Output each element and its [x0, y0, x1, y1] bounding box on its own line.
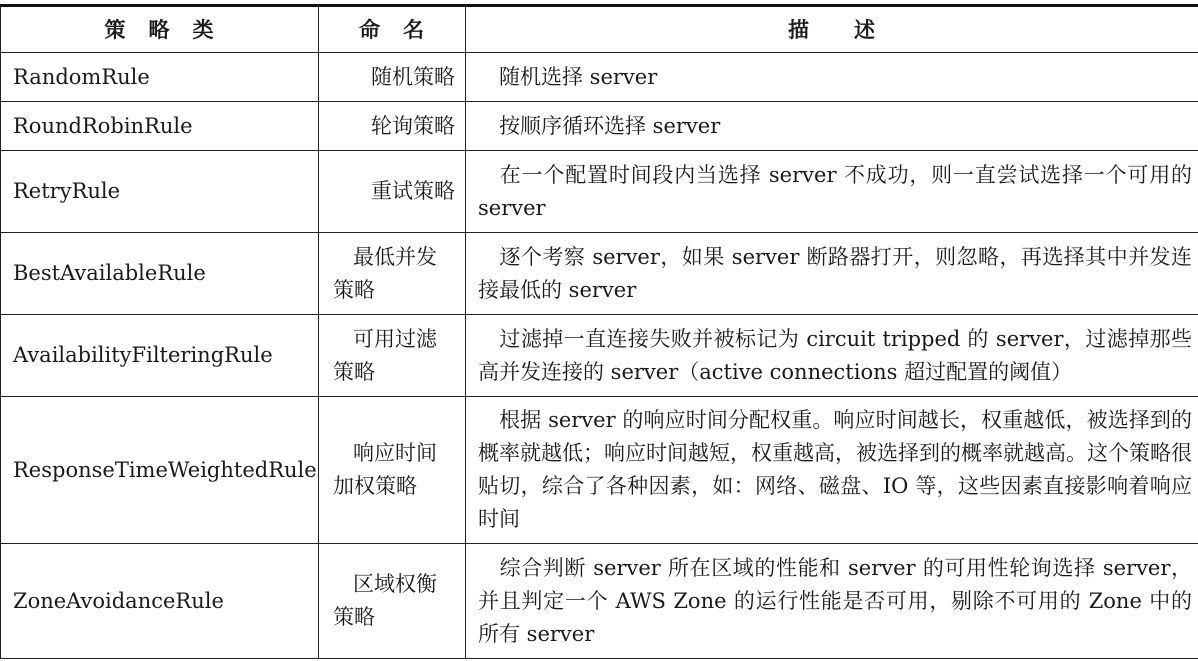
strategy-name-cell: 响应时间加权策略	[319, 397, 466, 544]
table-row	[1, 544, 1198, 659]
strategy-class-cell: RetryRule	[1, 151, 319, 233]
table-row	[1, 53, 1198, 102]
strategy-desc-cell: 随机选择 server	[466, 53, 1198, 102]
strategy-desc-cell: 逐个考察 server，如果 server 断路器打开，则忽略，再选择其中并发连接最低的 server	[466, 233, 1198, 315]
strategy-class-cell: RandomRule	[1, 53, 319, 102]
table-header-row	[1, 6, 1198, 53]
strategy-name-cell: 最低并发策略	[319, 233, 466, 315]
strategy-name-cell: 随机策略	[319, 53, 466, 102]
table-row	[1, 233, 1198, 315]
table-row	[1, 102, 1198, 151]
strategy-name-cell: 区域权衡策略	[319, 544, 466, 659]
table-row	[1, 397, 1198, 544]
strategy-desc-cell: 根据 server 的响应时间分配权重。响应时间越长，权重越低，被选择到的概率就越低；响应时间越短，权重越高，被选择到的概率就越高。这个策略很贴切，综合了各种因素，如：网络、磁盘、IO 等，这些因素直接影响着响应时间	[466, 397, 1198, 544]
strategy-name-cell: 轮询策略	[319, 102, 466, 151]
strategy-name-cell: 重试策略	[319, 151, 466, 233]
strategy-desc-cell: 综合判断 server 所在区域的性能和 server 的可用性轮询选择 server，并且判定一个 AWS Zone 的运行性能是否可用，剔除不可用的 Zone 中的所有 server	[466, 544, 1198, 659]
strategy-class-cell: ZoneAvoidanceRule	[1, 544, 319, 659]
load-balancing-strategy-table	[0, 4, 1198, 659]
strategy-desc-cell: 在一个配置时间段内当选择 server 不成功，则一直尝试选择一个可用的 server	[466, 151, 1198, 233]
strategy-desc-cell: 过滤掉一直连接失败并被标记为 circuit tripped 的 server，过滤掉那些高并发连接的 server（active connections 超过配置的阈值）	[466, 315, 1198, 397]
strategy-name-cell: 可用过滤策略	[319, 315, 466, 397]
header-strategy-class: 策 略 类	[1, 6, 319, 53]
strategy-class-cell: ResponseTimeWeightedRule	[1, 397, 319, 544]
table-row	[1, 151, 1198, 233]
table-row	[1, 315, 1198, 397]
header-naming: 命 名	[319, 6, 466, 53]
strategy-class-cell: BestAvailableRule	[1, 233, 319, 315]
strategy-class-cell: AvailabilityFilteringRule	[1, 315, 319, 397]
strategy-class-cell: RoundRobinRule	[1, 102, 319, 151]
header-description: 描 述	[466, 6, 1198, 53]
strategy-desc-cell: 按顺序循环选择 server	[466, 102, 1198, 151]
